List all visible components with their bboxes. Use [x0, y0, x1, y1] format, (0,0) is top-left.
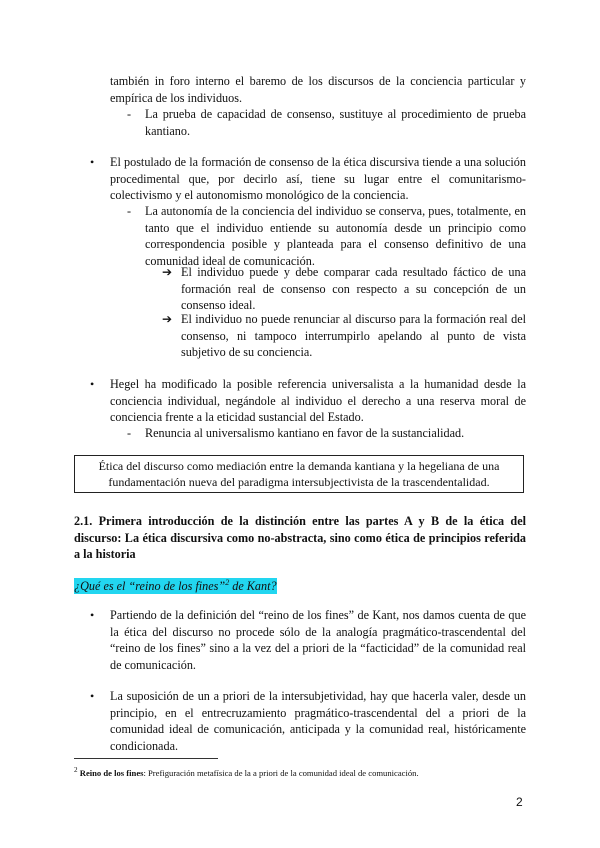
dash-marker: -: [127, 204, 132, 218]
footnote-reference[interactable]: 2: [225, 578, 230, 587]
footnote-term: Reino de los fines: [79, 767, 144, 778]
footnote-text: : Prefiguración metafísica de la a priori de la comunidad ideal de comunicación.: [143, 767, 419, 778]
section3-bullet: Partiendo de la definición del “reino de los fines” de Kant, nos damos cuenta de que la ética del discurso no procede sólo de la analogía pragmático-trascendental del “reino de los fines” sino a la vez del a priori de la “facticidad” de la comunidad real de comunicación.: [110, 608, 526, 672]
section3-bullet: La suposición de un a priori de la intersubjetividad, hay que hacerla valer, desde un principio, en el entrecruzamiento pragmático-trascendental del a priori de la comunidad ideal de comunicación, anticipada y la comunidad real, históricamente condicionada.: [110, 689, 526, 753]
section2-dash-item: Renuncia al universalismo kantiano en favor de la sustancialidad.: [145, 426, 465, 440]
section1-arrow-item: El individuo no puede renunciar al discurso para la formación real del consenso, ni tampoco interrumpirlo apelando al punto de vista subjetivo de su conciencia.: [181, 312, 526, 359]
bullet-marker: •: [90, 377, 95, 391]
boxed-note: Ética del discurso como mediación entre la demanda kantiana y la hegeliana de una fundamentación nueva del paradigma intersubjectivista de la trascendentalidad.: [98, 459, 500, 489]
question-text: ¿Qué es el “reino de los fines”: [74, 579, 226, 594]
page-number: 2: [516, 795, 523, 809]
arrow-right-icon: ➔: [162, 265, 173, 279]
dash-marker: -: [127, 107, 132, 121]
footnote: [74, 764, 419, 779]
footnote-number: 2: [74, 766, 78, 774]
question-text-end: de Kant?: [229, 579, 277, 594]
highlighted-question: [74, 575, 277, 594]
section1-bullet: El postulado de la formación de consenso de la ética discursiva tiende a una solución procedimental que, por decirlo así, tiene su lugar entre el comunitarismo-colectivismo y el autonomismo monológico de la conciencia.: [110, 155, 526, 202]
dash-marker: -: [127, 426, 132, 440]
intro-paragraph: también in foro interno el baremo de los discursos de la conciencia particular y empírica de los individuos.: [110, 74, 526, 105]
footnote-divider: [74, 758, 218, 759]
section2-bullet: Hegel ha modificado la posible referencia universalista a la humanidad desde la conciencia individual, negándole al individuo el derecho a una reserva moral de conciencia frente a la eticidad sustancial del Estado.: [110, 377, 526, 424]
section1-arrow-item: El individuo puede y debe comparar cada resultado fáctico de una formación real de consenso con respecto a su concepción de un consenso ideal.: [181, 265, 526, 312]
bullet-marker: •: [90, 689, 95, 703]
arrow-right-icon: ➔: [162, 312, 173, 326]
intro-dash-item: La prueba de capacidad de consenso, sustituye al procedimiento de prueba kantiano.: [145, 107, 526, 138]
bullet-marker: •: [90, 608, 95, 622]
section1-dash-item: La autonomía de la conciencia del individuo se conserva, pues, totalmente, en tanto que el individuo entiende su autonomía desde un principio como correspondencia posible y planteada para el consenso definitivo de una comunidad ideal de comunicación.: [145, 204, 526, 268]
section-heading: 2.1. Primera introducción de la distinción entre las partes A y B de la ética del discurso: La ética discursiva como no-abstracta, sino como ética de principios referida a la historia: [74, 514, 526, 561]
bullet-marker: •: [90, 155, 95, 169]
